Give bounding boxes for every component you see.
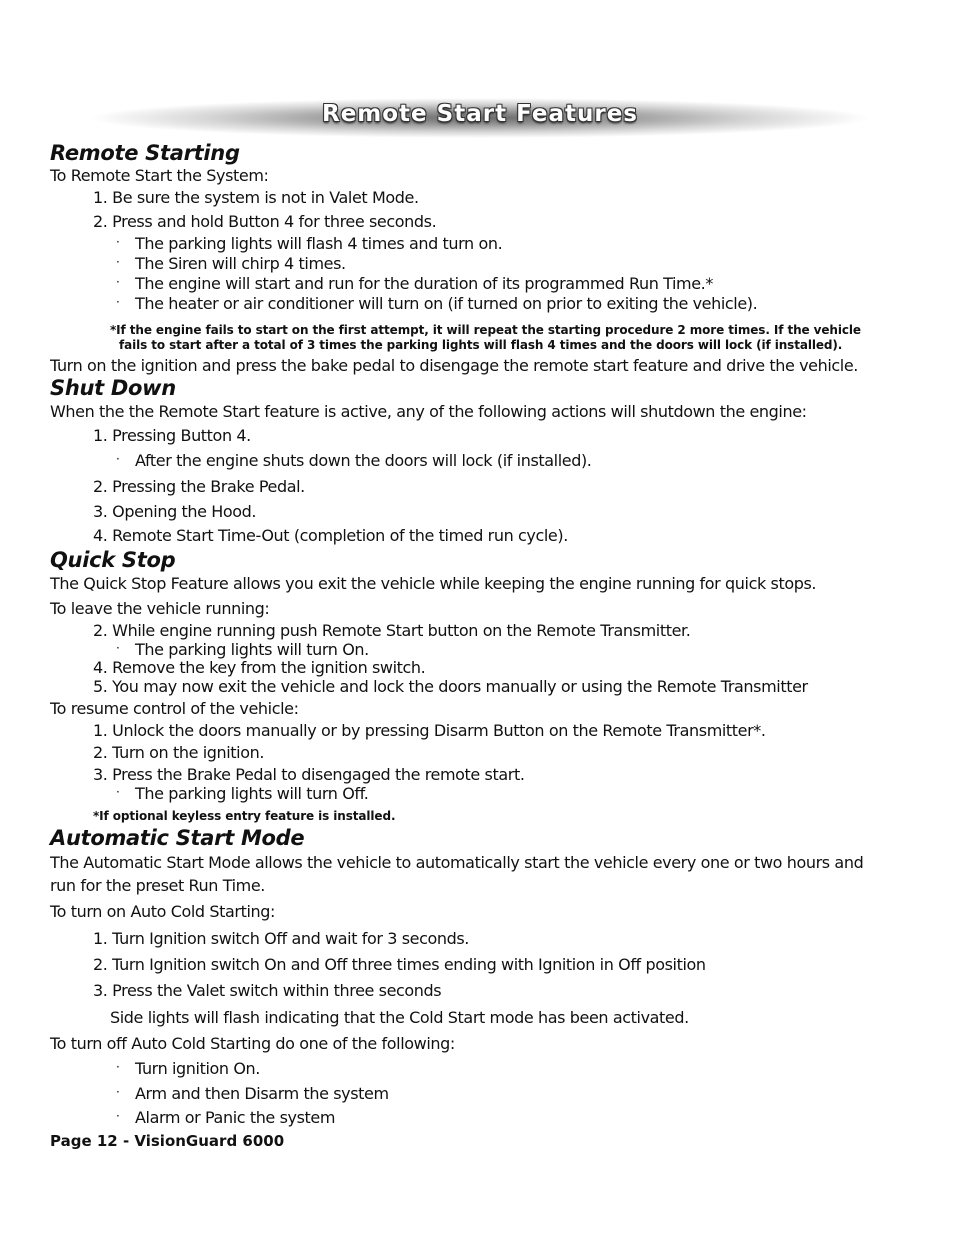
bullet-icon: ·	[116, 1060, 120, 1074]
automatic-start-intro-line-2: run for the preset Run Time.	[50, 876, 265, 895]
quick-stop-leave-step-4: 4. Remove the key from the ignition switch.	[93, 658, 426, 677]
list-item: The heater or air conditioner will turn on (if turned on prior to exiting the vehicle).	[135, 294, 758, 313]
shut-down-step-1: 1. Pressing Button 4.	[93, 426, 251, 445]
heading-automatic-start: Automatic Start Mode	[50, 826, 305, 850]
automatic-start-on-step-2: 2. Turn Ignition switch On and Off three times ending with Ignition in Off position	[93, 955, 706, 974]
quick-stop-resume-step-2: 2. Turn on the ignition.	[93, 743, 265, 762]
heading-quick-stop: Quick Stop	[50, 548, 176, 572]
list-item: The Siren will chirp 4 times.	[135, 254, 346, 273]
section-banner	[90, 98, 870, 138]
quick-stop-resume-step-1: 1. Unlock the doors manually or by pressing Disarm Button on the Remote Transmitter*.	[93, 721, 766, 740]
automatic-start-on-step-3: 3. Press the Valet switch within three seconds	[93, 981, 442, 1000]
automatic-start-on-step-1: 1. Turn Ignition switch Off and wait for 3 seconds.	[93, 929, 469, 948]
quick-stop-leave-step-5: 5. You may now exit the vehicle and lock the doors manually or using the Remote Transmitter	[93, 677, 808, 696]
bullet-icon: ·	[116, 1085, 120, 1099]
shut-down-intro: When the the Remote Start feature is active, any of the following actions will shutdown the engine:	[50, 402, 807, 421]
bullet-icon: ·	[116, 641, 120, 655]
bullet-icon: ·	[116, 295, 120, 309]
remote-starting-step-1: 1. Be sure the system is not in Valet Mode.	[93, 188, 419, 207]
bullet-icon: ·	[116, 235, 120, 249]
shut-down-step-4: 4. Remote Start Time-Out (completion of the timed run cycle).	[93, 526, 568, 545]
bullet-icon: ·	[116, 785, 120, 799]
shut-down-step-2: 2. Pressing the Brake Pedal.	[93, 477, 305, 496]
remote-starting-note-line-1: *If the engine fails to start on the first attempt, it will repeat the starting procedure 2 more times. If the vehicle	[110, 323, 861, 337]
list-item: The parking lights will flash 4 times and turn on.	[135, 234, 503, 253]
remote-starting-intro: To Remote Start the System:	[50, 166, 269, 185]
heading-remote-starting: Remote Starting	[50, 141, 240, 165]
automatic-start-on-label: To turn on Auto Cold Starting:	[50, 902, 275, 921]
list-item: After the engine shuts down the doors will lock (if installed).	[135, 451, 592, 470]
list-item: Alarm or Panic the system	[135, 1108, 336, 1127]
quick-stop-note: *If optional keyless entry feature is installed.	[93, 809, 396, 823]
list-item: The parking lights will turn On.	[135, 640, 369, 659]
remote-starting-note-line-2: fails to start after a total of 3 times the parking lights will flash 4 times and the doors will lock (if installed).	[119, 338, 843, 352]
list-item: Turn ignition On.	[135, 1059, 260, 1078]
remote-starting-step-2: 2. Press and hold Button 4 for three seconds.	[93, 212, 437, 231]
automatic-start-on-result: Side lights will flash indicating that the Cold Start mode has been activated.	[110, 1008, 689, 1027]
bullet-icon: ·	[116, 255, 120, 269]
quick-stop-leave-step-2: 2. While engine running push Remote Start button on the Remote Transmitter.	[93, 621, 691, 640]
quick-stop-leave-label: To leave the vehicle running:	[50, 599, 270, 618]
bullet-icon: ·	[116, 275, 120, 289]
page-footer: Page 12 - VisionGuard 6000	[50, 1132, 285, 1150]
automatic-start-intro-line-1: The Automatic Start Mode allows the vehicle to automatically start the vehicle every one or two hours and	[50, 853, 864, 872]
bullet-icon: ·	[116, 1109, 120, 1123]
list-item: The parking lights will turn Off.	[135, 784, 369, 803]
remote-starting-closing: Turn on the ignition and press the bake pedal to disengage the remote start feature and drive the vehicle.	[50, 356, 858, 375]
quick-stop-intro: The Quick Stop Feature allows you exit the vehicle while keeping the engine running for quick stops.	[50, 574, 817, 593]
banner-title: Remote Start Features	[321, 101, 638, 127]
shut-down-step-3: 3. Opening the Hood.	[93, 502, 257, 521]
bullet-icon: ·	[116, 452, 120, 466]
quick-stop-resume-step-3: 3. Press the Brake Pedal to disengaged the remote start.	[93, 765, 525, 784]
quick-stop-resume-label: To resume control of the vehicle:	[50, 699, 299, 718]
heading-shut-down: Shut Down	[50, 376, 176, 400]
automatic-start-off-label: To turn off Auto Cold Starting do one of the following:	[50, 1034, 455, 1053]
list-item: The engine will start and run for the duration of its programmed Run Time.*	[135, 274, 713, 293]
list-item: Arm and then Disarm the system	[135, 1084, 389, 1103]
